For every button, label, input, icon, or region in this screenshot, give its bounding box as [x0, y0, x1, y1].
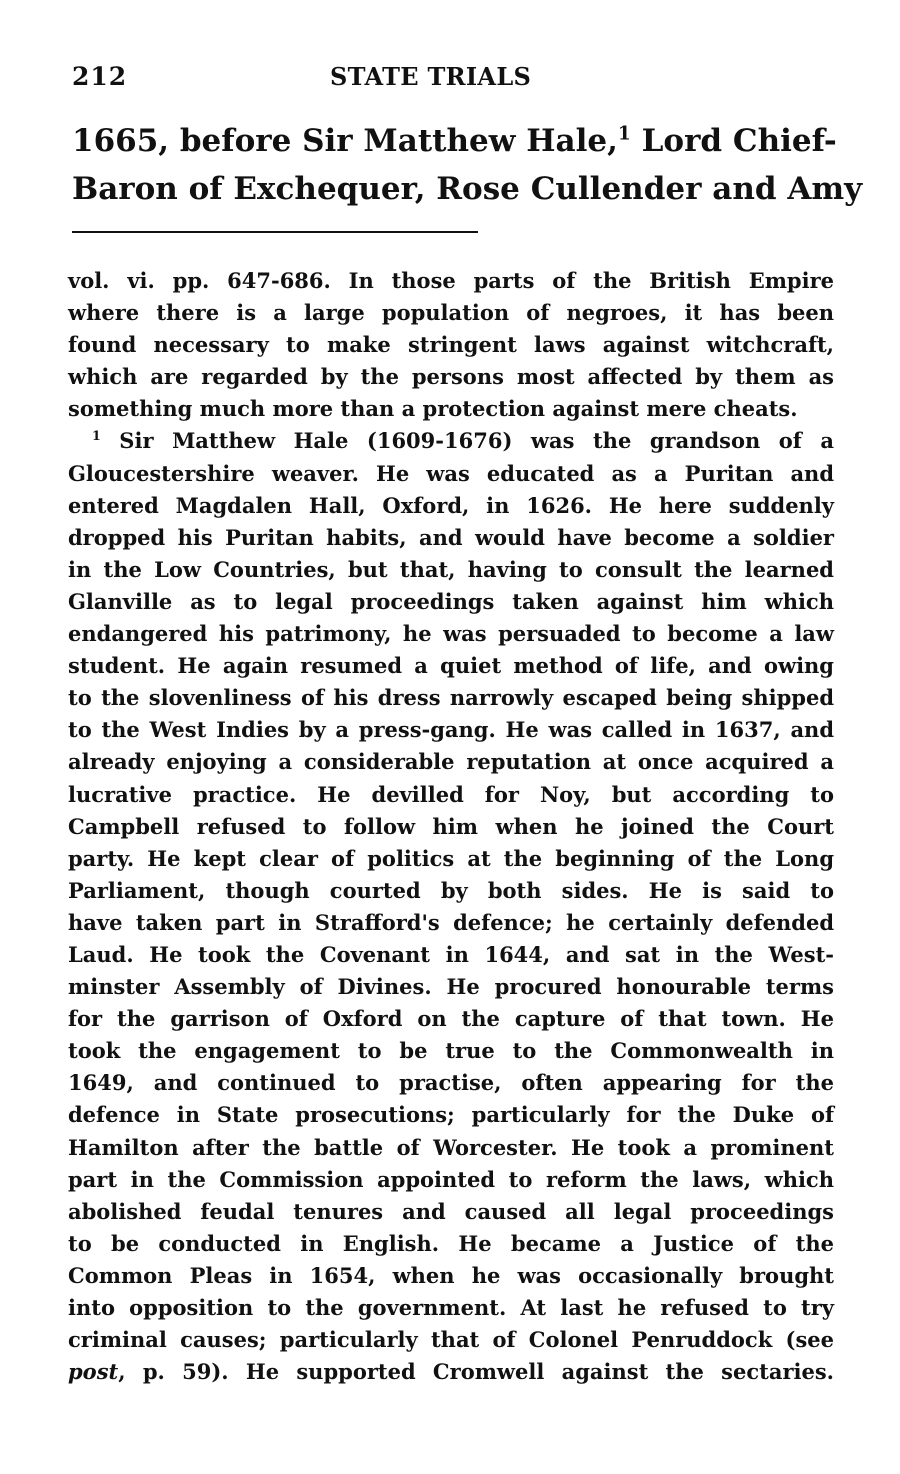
- footnote-continued: [68, 265, 834, 425]
- footnote-line: Glanville as to legal proceedings taken against him which: [68, 588, 834, 614]
- footnote-line: into opposition to the government. At last he refused to try: [68, 1295, 834, 1320]
- footnote-italic-text: post: [68, 1359, 119, 1385]
- footnote-line: for the garrison of Oxford on the capture of that town. He: [68, 1006, 834, 1032]
- main-text-segment: 1665, before Sir Matthew Hale,: [72, 123, 618, 159]
- footnote-text: Sir Matthew Hale (1609-1676) was the grandson of a: [100, 428, 834, 454]
- footnote-line: party. He kept clear of politics at the beginning of the Long: [68, 845, 834, 871]
- footnote-line: Gloucestershire weaver. He was educated as a Puritan and: [68, 460, 834, 486]
- footnote-line: entered Magdalen Hall, Oxford, in 1626. He here suddenly: [68, 492, 834, 518]
- footnote-line: Parliament, though courted by both sides. He is said to: [68, 877, 834, 903]
- footnote-line: which are regarded by the persons most affected by them as: [68, 364, 834, 390]
- footnote-line: student. He again resumed a quiet method of life, and owing: [68, 653, 834, 679]
- footnote-line: found necessary to make stringent laws against witchcraft,: [68, 332, 834, 358]
- footnote-line: criminal causes; particularly that of Colonel Penruddock (see: [68, 1327, 834, 1353]
- footnote-line: minster Assembly of Divines. He procured honourable terms: [68, 974, 834, 1000]
- main-text-line: Baron of Exchequer, Rose Cullender and Amy: [72, 171, 863, 207]
- running-title: STATE TRIALS: [330, 62, 532, 91]
- main-text-segment: Lord Chief-: [630, 123, 837, 159]
- footnote-line: defence in State prosecutions; particularly for the Duke of: [68, 1102, 834, 1128]
- footnote-marker: 1: [92, 428, 101, 444]
- footnote-line: already enjoying a considerable reputation at once acquired a: [68, 749, 834, 775]
- footnote-line: have taken part in Strafford's defence; he certainly defended: [68, 909, 834, 935]
- footnote-line: [68, 425, 834, 457]
- footnote-line: in the Low Countries, but that, having to consult the learned: [68, 556, 834, 582]
- footnote-reference: 1: [617, 123, 631, 145]
- footnote-divider: [72, 231, 478, 233]
- footnote-line: abolished feudal tenures and caused all legal proceedings: [68, 1198, 834, 1224]
- footnotes: [68, 265, 834, 1388]
- footnote-line: [68, 1356, 834, 1388]
- footnote-1: [68, 425, 834, 1388]
- footnote-line: to the slovenliness of his dress narrowly escaped being shipped: [68, 685, 834, 711]
- footnote-line: Common Pleas in 1654, when he was occasionally brought: [68, 1262, 834, 1288]
- footnote-line: to the West Indies by a press-gang. He was called in 1637, and: [68, 717, 834, 743]
- footnote-line: Laud. He took the Covenant in 1644, and sat in the West-: [68, 941, 834, 967]
- footnote-text: , p. 59). He supported Cromwell against the sectaries.: [118, 1359, 834, 1385]
- footnote-line: Campbell refused to follow him when he joined the Court: [68, 813, 834, 839]
- footnote-line: endangered his patrimony, he was persuaded to become a law: [68, 621, 834, 647]
- footnote-line: to be conducted in English. He became a Justice of the: [68, 1230, 834, 1256]
- footnote-line: dropped his Puritan habits, and would have become a soldier: [68, 524, 834, 550]
- main-text: [72, 117, 863, 213]
- footnote-line: 1649, and continued to practise, often appearing for the: [68, 1070, 834, 1096]
- footnote-line: vol. vi. pp. 647-686. In those parts of the British Empire: [68, 268, 834, 293]
- main-text-line: [72, 117, 837, 165]
- page-number: 212: [72, 62, 128, 91]
- footnote-line: lucrative practice. He devilled for Noy, but according to: [68, 781, 834, 807]
- footnote-line: Hamilton after the battle of Worcester. He took a prominent: [68, 1134, 834, 1160]
- running-head: [72, 62, 834, 92]
- footnote-line: took the engagement to be true to the Commonwealth in: [68, 1038, 834, 1064]
- footnote-line: something much more than a protection against mere cheats.: [68, 396, 798, 422]
- footnote-line: part in the Commission appointed to reform the laws, which: [68, 1166, 834, 1192]
- footnote-line: where there is a large population of negroes, it has been: [68, 300, 834, 326]
